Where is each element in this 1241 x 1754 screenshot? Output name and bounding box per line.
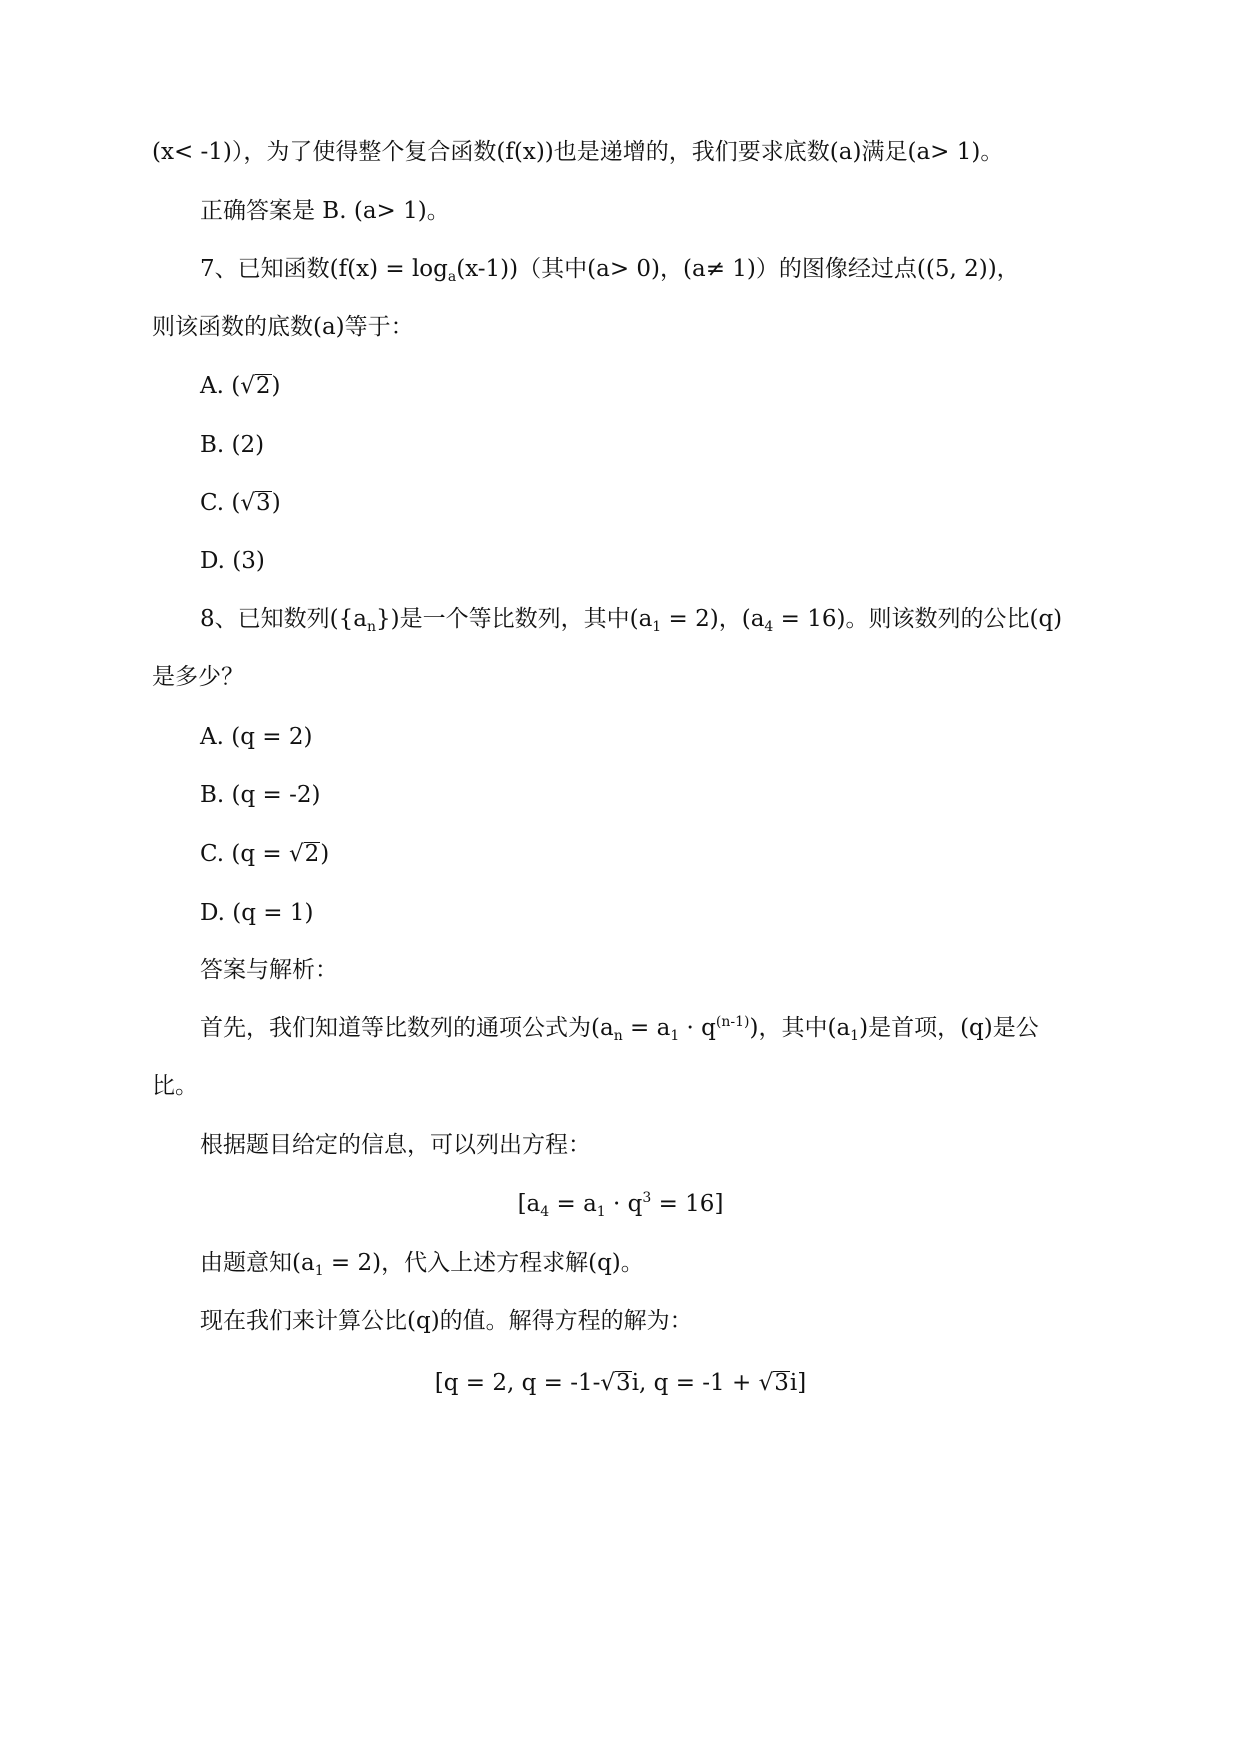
- equation: $[a_4 = a_1 \cdot q^3 = 16]$: [517, 1190, 724, 1220]
- text-line: 现在我们来计算公比(q)的值。解得方程的解为：: [200, 1308, 693, 1334]
- question-7-line-1: 7、已知函数$(f(x) = \log_a(x-1))$（其中(a> 0)，(a≠ 1)）的图像经过点((5, 2))，: [200, 256, 1020, 285]
- option-a: A. (√2): [200, 373, 281, 399]
- option-c: C. (√3): [200, 490, 281, 516]
- question-8-line-2: 是多少？: [152, 664, 244, 690]
- option-b: B. (2): [200, 432, 265, 458]
- text-line: (x< -1)），为了使得整个复合函数(f(x))也是递增的，我们要求底数(a)满足(a> 1)。: [152, 139, 1004, 165]
- text-line: 比。: [152, 1073, 198, 1099]
- answer-line: 正确答案是 B. (a> 1)。: [200, 198, 450, 224]
- question-7-line-2: 则该函数的底数(a)等于：: [152, 314, 414, 340]
- text-line: 由题意知$(a_1 = 2)$，代入上述方程求解(q)。: [200, 1250, 644, 1279]
- option-b: B. (q = -2): [200, 782, 321, 808]
- text-line: 首先，我们知道等比数列的通项公式为$(a_n = a_1 \cdot q^{(n-1)})$，其中$(a_1)$是首项，(q)是公: [200, 1014, 1039, 1044]
- text-line: 根据题目给定的信息，可以列出方程：: [200, 1132, 591, 1158]
- question-8-line-1: 8、已知数列$(\{a_n\})$是一个等比数列，其中$(a_1 = 2)$，$(a_4 = 16)$。则该数列的公比(q): [200, 606, 1063, 635]
- option-c: C. (q = √2): [200, 841, 330, 867]
- section-heading: 答案与解析：: [200, 957, 338, 983]
- equation: [q = 2, q = -1-√3i, q = -1 + √3i]: [434, 1370, 807, 1396]
- option-d: D. (3): [200, 548, 265, 574]
- option-d: D. (q = 1): [200, 900, 314, 926]
- option-a: A. (q = 2): [200, 724, 313, 750]
